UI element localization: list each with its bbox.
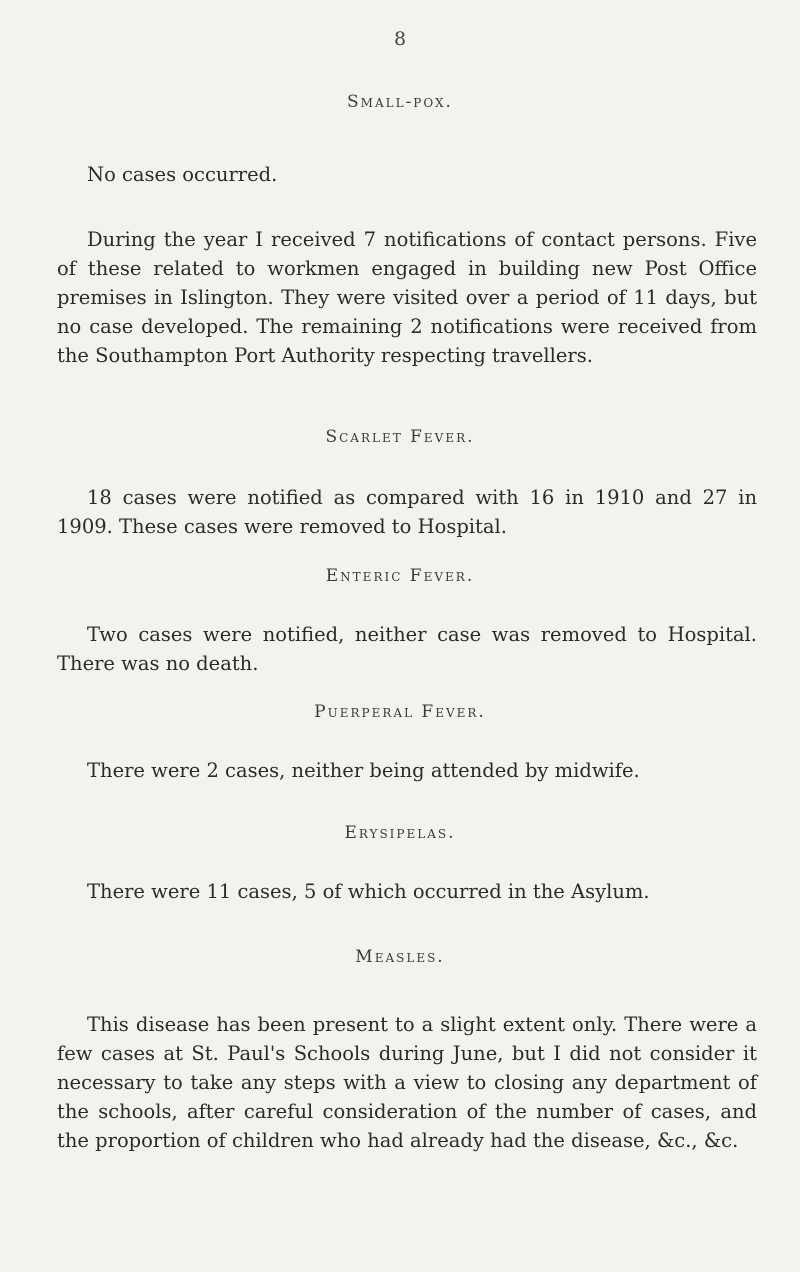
heading-erysipelas: Erysipelas. xyxy=(344,823,456,843)
heading-measles: Measles. xyxy=(355,947,445,967)
smallpox-paragraph-1: No cases occurred. xyxy=(87,163,278,186)
page-number: 8 xyxy=(393,28,407,50)
scarlet-fever-paragraph: 18 cases were notified as compared with 16 in 1910 and 27 in 1909. These cases were removed to Hospital. xyxy=(57,486,757,538)
measles-paragraph: This disease has been present to a slight extent only. There were a few cases at St. Paul's Schools during June, but I did not consider it necessary to take any steps with a view to closing any department of the schools, after careful consideration of the number of cases, and the proportion of children who had already had the disease, &c., &c. xyxy=(57,1013,757,1152)
heading-scarlet-fever: Scarlet Fever. xyxy=(325,427,475,447)
enteric-fever-paragraph: Two cases were notified, neither case was removed to Hospital. There was no death. xyxy=(57,623,757,675)
heading-smallpox: Small-pox. xyxy=(347,92,453,112)
heading-puerperal-fever: Puerperal Fever. xyxy=(314,702,486,722)
heading-enteric-fever: Enteric Fever. xyxy=(325,566,475,586)
puerperal-fever-paragraph: There were 2 cases, neither being attended by midwife. xyxy=(87,759,640,782)
erysipelas-paragraph: There were 11 cases, 5 of which occurred in the Asylum. xyxy=(87,880,650,903)
smallpox-paragraph-2: During the year I received 7 notifications of contact persons. Five of these related to workmen engaged in building new Post Office premises in Islington. They were visited over a period of 11 days, but no case developed. The remaining 2 notifications were received from the Southampton Port Authority respecting travellers. xyxy=(57,228,757,367)
